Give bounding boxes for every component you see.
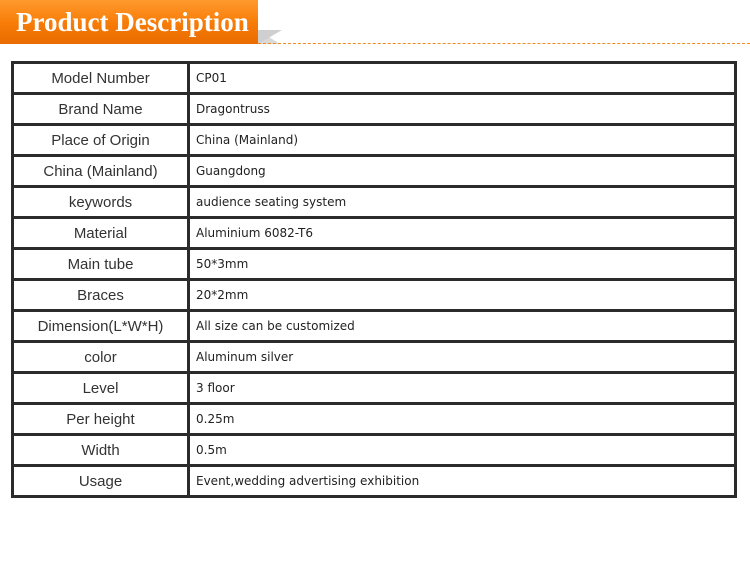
- spec-label: China (Mainland): [13, 156, 189, 187]
- header-tab: [0, 0, 258, 44]
- table-row: [13, 94, 736, 125]
- spec-value: 3 floor: [189, 373, 736, 404]
- spec-table: [11, 61, 737, 498]
- spec-value: audience seating system: [189, 187, 736, 218]
- table-row: [13, 249, 736, 280]
- spec-label: Dimension(L*W*H): [13, 311, 189, 342]
- spec-value: China (Mainland): [189, 125, 736, 156]
- table-row: [13, 373, 736, 404]
- table-row: [13, 466, 736, 497]
- table-row: [13, 435, 736, 466]
- table-row: [13, 404, 736, 435]
- spec-value: 0.5m: [189, 435, 736, 466]
- table-row: [13, 280, 736, 311]
- spec-label: keywords: [13, 187, 189, 218]
- spec-label: Material: [13, 218, 189, 249]
- spec-label: color: [13, 342, 189, 373]
- spec-value: Guangdong: [189, 156, 736, 187]
- header-fold-decoration: [258, 30, 282, 44]
- spec-value: 0.25m: [189, 404, 736, 435]
- spec-label: Width: [13, 435, 189, 466]
- spec-value: 50*3mm: [189, 249, 736, 280]
- spec-label: Per height: [13, 404, 189, 435]
- spec-value: Aluminum silver: [189, 342, 736, 373]
- spec-label: Place of Origin: [13, 125, 189, 156]
- spec-label: Level: [13, 373, 189, 404]
- spec-label: Braces: [13, 280, 189, 311]
- spec-value: Dragontruss: [189, 94, 736, 125]
- section-header: [0, 0, 750, 46]
- spec-value: Aluminium 6082-T6: [189, 218, 736, 249]
- table-row: [13, 311, 736, 342]
- spec-label: Usage: [13, 466, 189, 497]
- table-row: [13, 218, 736, 249]
- spec-label: Model Number: [13, 63, 189, 94]
- spec-value: Event,wedding advertising exhibition: [189, 466, 736, 497]
- table-row: [13, 125, 736, 156]
- spec-value: 20*2mm: [189, 280, 736, 311]
- spec-label: Brand Name: [13, 94, 189, 125]
- table-row: [13, 63, 736, 94]
- spec-value: All size can be customized: [189, 311, 736, 342]
- spec-value: CP01: [189, 63, 736, 94]
- page-title: Product Description: [16, 7, 249, 37]
- spec-label: Main tube: [13, 249, 189, 280]
- header-dashed-divider: [258, 43, 750, 44]
- table-row: [13, 342, 736, 373]
- table-row: [13, 156, 736, 187]
- table-row: [13, 187, 736, 218]
